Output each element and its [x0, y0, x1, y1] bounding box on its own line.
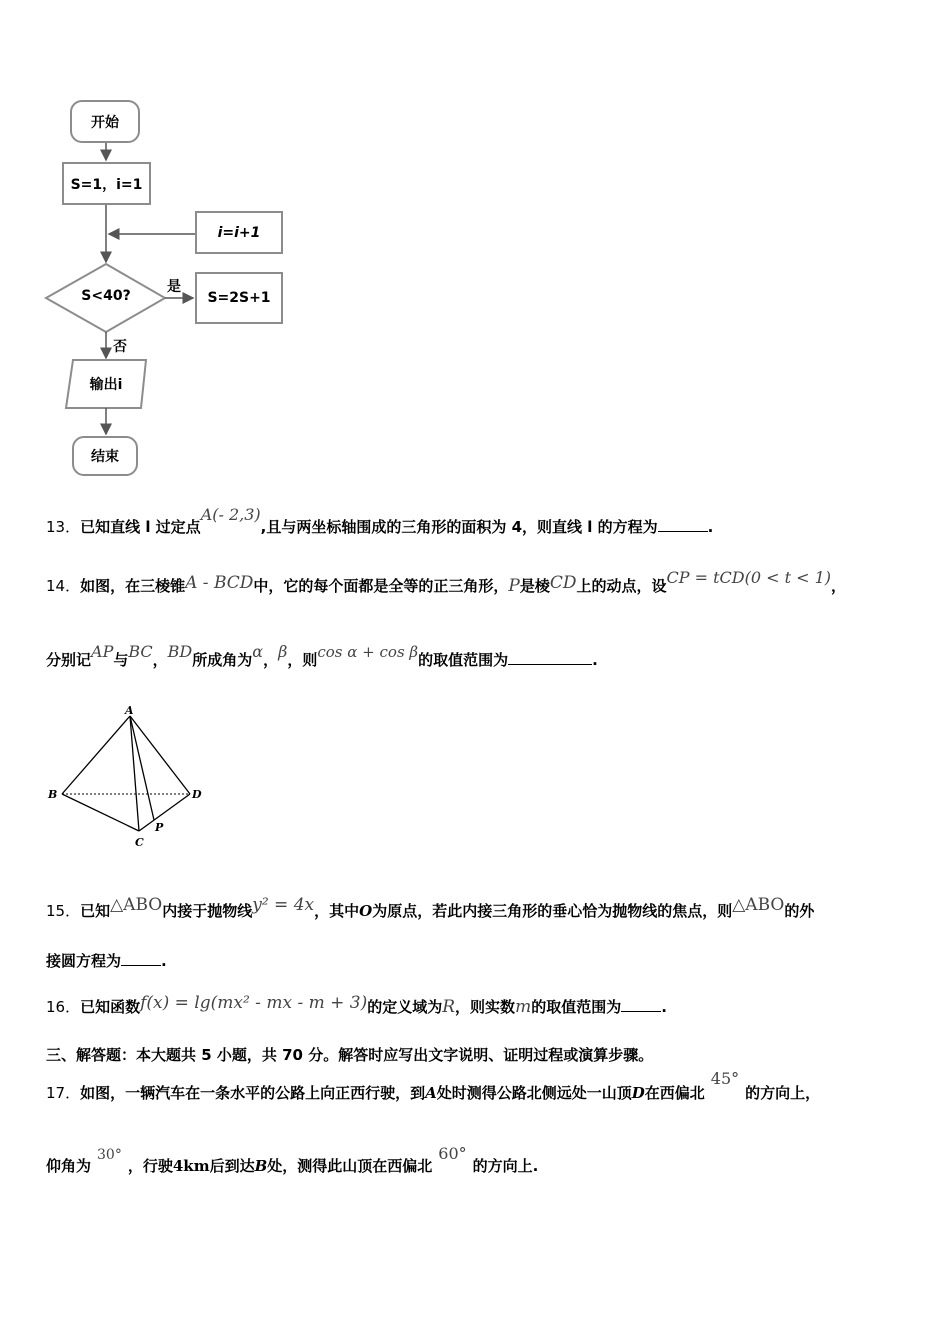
question-14-line2 — [46, 642, 598, 670]
q17-text3: 在西偏北 — [644, 1084, 705, 1102]
vertex-A: A — [125, 704, 134, 717]
q16-math1: f(x) = lg(mx² - mx - m + 3) — [140, 993, 368, 1013]
q14-l2-end: . — [592, 651, 598, 669]
q15-math2: y² = 4x — [252, 895, 315, 915]
q13-math1: A(- 2,3) — [200, 505, 261, 524]
question-17-line2 — [46, 1144, 539, 1176]
q15-math3: △ABO — [732, 895, 785, 915]
q13-end: . — [707, 518, 714, 536]
q14-math2: P — [508, 576, 520, 596]
vertex-B: B — [48, 788, 58, 801]
q13-answer-blank[interactable] — [658, 518, 708, 532]
increment-box — [195, 211, 283, 254]
q14-text5: ， — [831, 577, 847, 595]
q17-l2-math1: 30° — [97, 1147, 122, 1163]
q17-l2-text3: 后到达 — [209, 1157, 255, 1175]
vertex-C: C — [135, 836, 144, 849]
q14-text1: 如图，在三棱锥 — [80, 577, 186, 595]
q16-math3: m — [515, 997, 532, 1017]
q16-answer-blank[interactable] — [621, 998, 661, 1012]
question-13 — [46, 505, 714, 537]
q17-l2-text2: ，行驶 — [127, 1157, 173, 1175]
init-label: S=1，i=1 — [70, 176, 143, 193]
init-box — [62, 162, 151, 205]
q14-l2-text2: 与 — [113, 651, 129, 669]
yes-label: 是 — [167, 279, 181, 295]
q17-text4: 的方向上， — [745, 1084, 821, 1102]
q15-l2-text: 接圆方程为 — [46, 952, 122, 970]
update-label: S=2S+1 — [207, 290, 271, 306]
q14-text2: 中，它的每个面都是全等的正三角形， — [253, 577, 509, 595]
update-box — [195, 272, 283, 324]
q14-l2-math5: β — [278, 642, 288, 661]
q16-text4: 的取值范围为 — [531, 998, 622, 1016]
q17-l2-text5: 的方向上. — [472, 1157, 539, 1175]
q14-l2-math4: α — [252, 642, 264, 661]
q14-l2-text1: 分别记 — [46, 651, 92, 669]
vertex-D: D — [192, 788, 202, 801]
q15-bold-O: O — [359, 902, 373, 920]
q14-l2-math1: AP — [91, 642, 114, 661]
q17-l2-bold: 4km — [172, 1157, 210, 1175]
tetrahedron-figure — [40, 700, 220, 855]
question-15-line1 — [46, 895, 815, 921]
no-label: 否 — [113, 339, 127, 355]
q14-l2-math6: cos α + cos β — [317, 643, 419, 661]
q13-text1: 已知直线 l 过定点 — [80, 518, 201, 536]
end-label: 结束 — [91, 449, 119, 465]
q16-text3: ，则实数 — [455, 998, 516, 1016]
question-15-line2 — [46, 950, 167, 971]
q15-text5: 的外 — [784, 902, 815, 920]
q15-text4: 为原点，若此内接三角形的垂心恰为抛物线的焦点，则 — [372, 902, 733, 920]
q16-text2: 的定义域为 — [367, 998, 443, 1016]
q14-number: 14． — [46, 577, 81, 595]
point-P: P — [155, 821, 164, 834]
q16-end: . — [661, 998, 667, 1016]
q17-math1: 45° — [710, 1069, 740, 1088]
start-label: 开始 — [91, 114, 119, 131]
q16-math2: R — [442, 997, 456, 1017]
q14-l2-math2: BC — [128, 642, 153, 661]
q14-text3: 是棱 — [519, 577, 550, 595]
q17-l2-text1: 仰角为 — [46, 1157, 92, 1175]
q14-math4: CP = tCD(0 < t < 1) — [666, 568, 832, 587]
q15-l2-end: . — [161, 952, 167, 970]
q17-bold-A: A — [425, 1084, 437, 1102]
q14-l2-math3: BD — [167, 642, 193, 661]
q14-l2-text6: ，则 — [287, 651, 318, 669]
q17-l2-math2: 60° — [438, 1144, 467, 1163]
q15-text1: 已知 — [80, 902, 111, 920]
question-17-line1 — [46, 1069, 821, 1103]
q16-number: 16． — [46, 998, 81, 1016]
q17-bold-D: D — [631, 1084, 645, 1102]
question-16 — [46, 993, 667, 1017]
q17-l2-bold-B: B — [254, 1157, 268, 1175]
output-label: 输出i — [89, 377, 123, 393]
q14-l2-text3: ， — [152, 651, 168, 669]
q15-text3: ，其中 — [314, 902, 360, 920]
condition-label: S<40? — [81, 288, 131, 304]
q14-l2-text7: 的取值范围为 — [418, 651, 509, 669]
q14-text4: 上的动点，设 — [576, 577, 667, 595]
q15-number: 15． — [46, 902, 81, 920]
section-3-text: 三、解答题：本大题共 5 小题，共 70 分。解答时应写出文字说明、证明过程或演算步骤。 — [46, 1046, 654, 1064]
q13-number: 13． — [46, 518, 81, 536]
end-node — [72, 436, 138, 476]
question-14-line1 — [46, 568, 847, 596]
q14-l2-text4: 所成角为 — [192, 651, 253, 669]
q13-text2: ,且与两坐标轴围成的三角形的面积为 4，则直线 l 的方程为 — [260, 518, 658, 536]
section-3-heading — [46, 1044, 653, 1065]
q14-math3: CD — [549, 573, 577, 593]
increment-label: i=i+1 — [217, 224, 261, 241]
q17-l2-text4: 处，测得此山顶在西偏北 — [267, 1157, 433, 1175]
q17-number: 17． — [46, 1084, 81, 1102]
q17-text1: 如图，一辆汽车在一条水平的公路上向正西行驶，到 — [80, 1084, 426, 1102]
q16-text1: 已知函数 — [80, 998, 141, 1016]
q15-math1: △ABO — [110, 895, 163, 915]
start-node — [70, 100, 140, 143]
q14-answer-blank[interactable] — [508, 651, 592, 665]
q17-text2: 处时测得公路北侧远处一山顶 — [436, 1084, 632, 1102]
q14-l2-text5: ， — [263, 651, 279, 669]
q15-answer-blank[interactable] — [121, 952, 161, 966]
q15-text2: 内接于抛物线 — [162, 902, 253, 920]
q14-math1: A - BCD — [185, 573, 254, 593]
